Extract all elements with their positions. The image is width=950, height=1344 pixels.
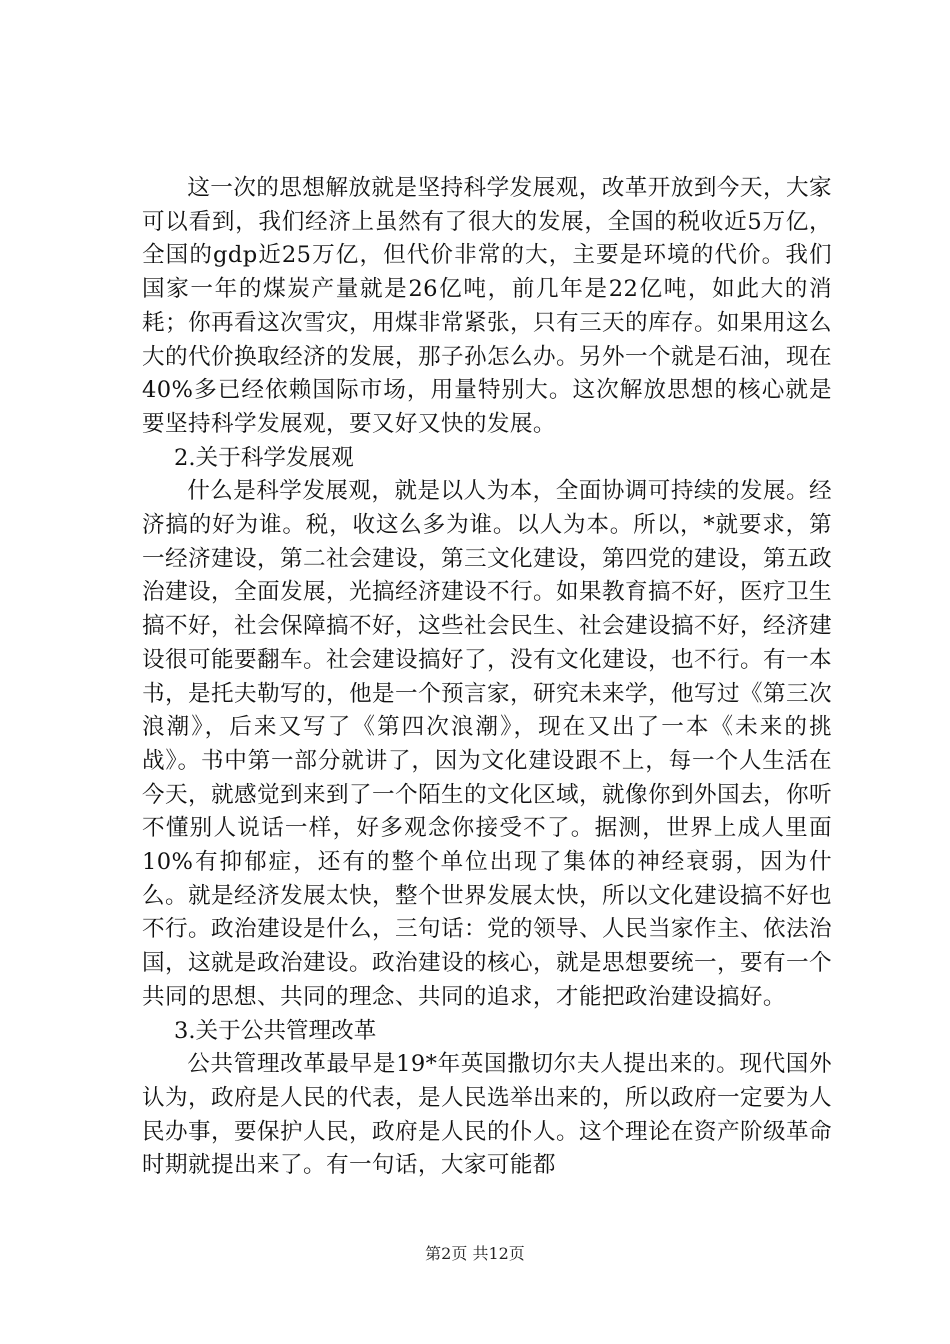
page-footer (0, 1244, 950, 1264)
section-heading: 2.关于科学发展观 (174, 444, 354, 471)
paragraph: 这一次的思想解放就是坚持科学发展观，改革开放到今天，大家可以看到，我们经济上虽然有了很大的发展，全国的税收近5万亿，全国的gdp近25万亿，但代价非常的大，主要是环境的代价。我们国家一年的煤炭产量就是26亿吨，前几年是22亿吨，如此大的消耗；你再看这次雪灾，用煤非常紧张，只有三天的库存。如果用这么大的代价换取经济的发展，那子孙怎么办。另外一个就是石油，现在40%多已经依赖国际市场，用量特别大。这次解放思想的核心就是要坚持科学发展观，要又好又快的发展。 (142, 175, 832, 437)
page-indicator: 第2页 共12页 (425, 1244, 525, 1263)
document-body (142, 172, 832, 1183)
section-heading: 3.关于公共管理改革 (174, 1017, 377, 1044)
paragraph: 公共管理改革最早是19*年英国撒切尔夫人提出来的。现代国外认为，政府是人民的代表，是人民选举出来的，所以政府一定要为人民办事，要保护人民，政府是人民的仆人。这个理论在资产阶级革命时期就提出来了。有一句话，大家可能都 (142, 1051, 832, 1179)
paragraph: 什么是科学发展观，就是以人为本，全面协调可持续的发展。经济搞的好为谁。税，收这么多为谁。以人为本。所以，*就要求，第一经济建设，第二社会建设，第三文化建设，第四党的建设，第五政治建设，全面发展，光搞经济建设不行。如果教育搞不好，医疗卫生搞不好，社会保障搞不好，这些社会民生、社会建设搞不好，经济建设很可能要翻车。社会建设搞好了，没有文化建设，也不行。有一本书，是托夫勒写的，他是一个预言家，研究未来学，他写过《第三次浪潮》，后来又写了《第四次浪潮》，现在又出了一本《未来的挑战》。书中第一部分就讲了，因为文化建设跟不上，每一个人生活在今天，就感觉到来到了一个陌生的文化区域，就像你到外国去，你听不懂别人说话一样，好多观念你接受不了。据测，世界上成人里面10%有抑郁症，还有的整个单位出现了集体的神经衰弱，因为什么。就是经济发展太快，整个世界发展太快，所以文化建设搞不好也不行。政治建设是什么，三句话：党的领导、人民当家作主、依法治国，这就是政治建设。政治建设的核心，就是思想要统一，要有一个共同的思想、共同的理念、共同的追求，才能把政治建设搞好。 (142, 478, 832, 1010)
